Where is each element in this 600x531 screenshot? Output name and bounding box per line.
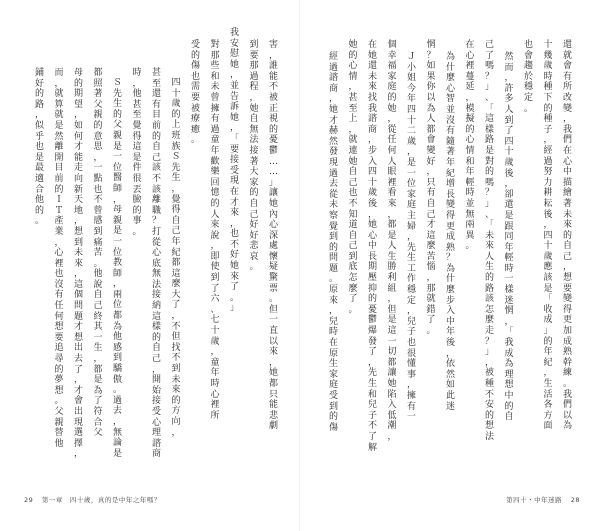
left-page-footer (18, 495, 161, 504)
right-page-column: 然 而 ， 許 多 人 到 了 四 十 歲 後 ， 卻 還 是 跟 同 年 輕 時 一 樣 迷 惘 ， 「 我 成 為 理 想 中 的 自 (504, 52, 514, 423)
right-page-column: 她 的 心 情 ， 甚 至 上 ， 就 連 她 自 己 也 不 知 道 自 己 到 底 怎 麼 了 。 (348, 40, 358, 315)
right-page-footer (506, 495, 586, 504)
right-page-column: 在 她 還 未 來 找 我 諮 商 ， 步 入 四 十 歲 後 ， 她 心 中 長 期 壓 抑 的 憂 鬱 爆 發 了 ， 先 生 和 兒 子 不 了 解 (367, 40, 377, 453)
right-page (300, 0, 600, 531)
left-page-column: 而 ， 就 算 就 是 然 離 開 目 前 的 Ｉ Ｔ 產 業 ， 心 裡 也 沒 有 任 何 想 要 追 尋 的 夢 想 。 父 親 替 他 (54, 68, 64, 449)
left-page-column: 四 十 歲 的 上 班 族 Ｓ 先 生 ， 覺 得 自 己 年 紀 都 這 麼 大 了 ， 不 但 找 不 到 未 來 的 方 向 ， (171, 78, 181, 438)
left-page-column: Ｓ 先 生 的 父 親 是 一 位 醫 師 ， 母 親 是 一 位 教 師 ， 兩 位 都 為 他 感 到 驕 傲 。 過 去 ， 無 論 是 (112, 78, 122, 459)
left-page-column: 都 照 著 父 親 的 意 思 ， 一 點 也 不 曾 感 到 痛 苦 。 他 說 自 己 終 其 一 生 ， 都 是 為 了 符 合 父 (93, 68, 103, 439)
right-page-column: 十 幾 歲 時 種 下 的 種 子 ， 經 過 努 力 耕 耘 後 ， 四 十 歲 應 該 是 「 收 成 」 的 年 紀 ， 生 活 各 方 面 (543, 40, 553, 432)
right-page-column: Ｊ 小 姐 今 年 四 十 二 歲 ， 是 一 位 家 庭 主 婦 ， 先 生 工 作 穩 定 ， 兒 子 也 很 懂 事 ， 擁 有 一 (406, 52, 416, 423)
left-page-column: 時 ， 他 甚 至 覺 得 這 是 件 很 丟 臉 的 事 。 (132, 68, 142, 237)
right-page-running-head: 第四十・中年迷路 (506, 496, 563, 504)
left-page-running-head: 第一章 四十歲，真的是中年之年嗎？ (41, 496, 161, 504)
left-page-column: 甚 至 還 有 目 前 的 自 己 該 不 該 離 職 ？ 打 從 心 底 無 法 接 納 這 樣 的 自 己 ， 開 始 接 受 心 理 諮 商 (151, 68, 161, 460)
right-page-column: 還 就 會 有 所 改 變 ， 我 們 在 心 中 描 繪 著 未 來 的 自 己 ， 想 要 變 得 更 加 成 熟 幹 練 。 我 們 以 為 (562, 40, 572, 432)
left-page-column: 對 那 些 和 未 曾 擁 有 過 童 年 歡 樂 回 憶 的 人 來 說 ， 即 使 到 了 六 、 七 十 歲 ， 童 年 時 心 裡 所 (210, 40, 220, 421)
right-page-column: 在 心 裡 蔓 延 ， 模 擬 的 心 情 和 年 輕 時 並 無 兩 異 。 (465, 40, 475, 252)
left-page-column: 到 要 那 過 程 ， 她 自 無 法 接 著 大 家 的 自 己 好 好 悲 哀 。 (249, 40, 259, 273)
left-page-number: 29 (24, 496, 34, 504)
right-page-number: 28 (570, 496, 580, 504)
right-page-column: 為 什 麼 心 智 並 沒 有 隨 著 年 紀 增 長 變 得 更 成 熟 ？ 為 什 麼 步 入 中 年 後 ， 依 然 如 此 迷 (445, 52, 455, 412)
left-page-column: 害 ， 誰 能 不 被 正 視 的 憂 鬱 … … 」 讓 她 內 心 深 處 懷 疑 驚 票 。 但 一 直 以 來 ， 她 都 只 能 悲 劇 (268, 40, 278, 432)
left-page-column: 鋪 好 的 路 ， 似 乎 也 是 最 適 合 他 的 。 (34, 68, 44, 227)
right-page-column: 己 了 嗎 ？ 」 、 「 這 樣 路 是 對 的 嗎 ？ 」 、 「 未 來 人 生 的 路 該 怎 麼 走 ？ 」 ， 被 種 不 安 的 想 法 (484, 40, 494, 442)
left-page-column: 母 的 期 望 ， 如 何 才 能 走 向 新 天 地 ， 想 到 未 來 ， 這 個 問 題 才 想 出 去 了 ， 才 會 出 現 選 擇 ， (73, 68, 83, 460)
right-page-column: 惘 ？ 如 果 你 以 為 人 都 會 變 好 ， 只 有 自 己 才 這 麼 苦 惱 ， 那 就 錯 了 。 (426, 40, 436, 337)
right-page-column: 也 會 趨 於 穩 定 。 (523, 40, 533, 114)
left-page-column: 我 安 慰 她 ， 並 告 訴 她 ， 「 要 接 受 現 在 才 來 ， 也 不 好 她 來 了 。 」 (229, 28, 239, 314)
right-page-column: 經 過 諮 商 ， 她 才 赫 然 發 現 過 去 從 未 察 覺 到 的 問 題 。 原 來 ， 兒 時 在 原 生 家 庭 受 到 的 傷 (328, 52, 338, 433)
left-page-column: 受 的 傷 也 需 要 被 療 癒 。 (190, 40, 200, 146)
right-page-column: 個 幸 福 家 庭 的 她 ， 從 任 何 人 眼 裡 看 來 ， 都 是 人 生 勝 利 組 ， 但 是 這 一 切 都 讓 她 陷 入 低 潮 ， (387, 40, 397, 442)
